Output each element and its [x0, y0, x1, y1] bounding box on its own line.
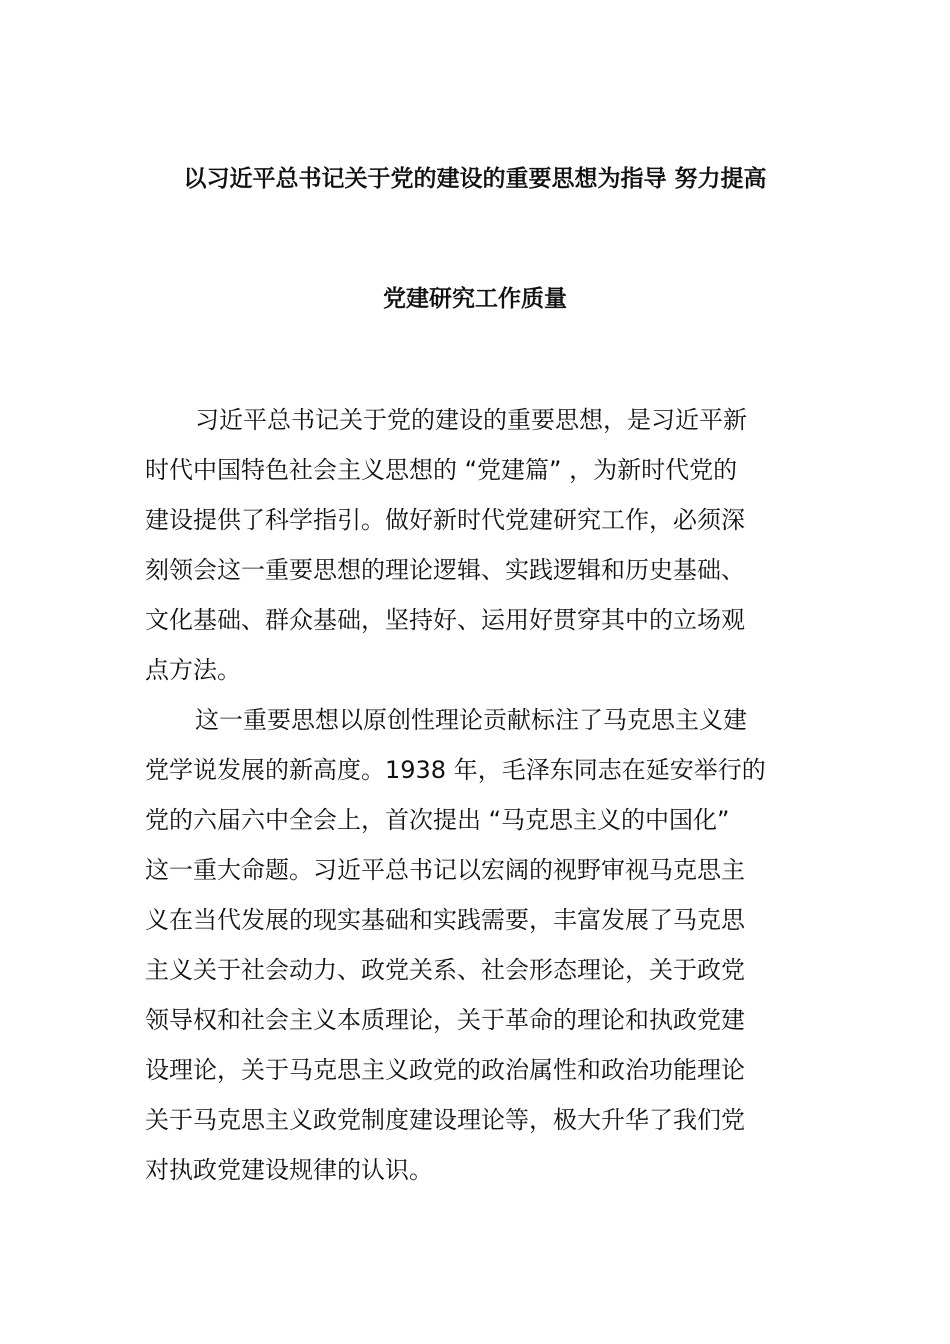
paragraph-line: 领导权和社会主义本质理论，关于革命的理论和执政党建: [145, 1006, 745, 1034]
paragraph-line: 义在当代发展的现实基础和实践需要，丰富发展了马克思: [145, 906, 745, 934]
paragraph-line: 对执政党建设规律的认识。: [145, 1156, 433, 1184]
paragraph-line: 点方法。: [145, 656, 241, 684]
paragraph-line: 建设提供了科学指引。做好新时代党建研究工作，必须深: [145, 506, 745, 534]
paragraph-line: 习近平总书记关于党的建设的重要思想，是习近平新: [195, 406, 747, 434]
paragraph-line: 这一重要思想以原创性理论贡献标注了马克思主义建: [195, 706, 747, 734]
paragraph-line: 这一重大命题。习近平总书记以宏阔的视野审视马克思主: [145, 856, 745, 884]
paragraph-line: 主义关于社会动力、政党关系、社会形态理论，关于政党: [145, 956, 745, 984]
paragraph-line: 设理论，关于马克思主义政党的政治属性和政治功能理论: [145, 1056, 745, 1084]
paragraph-line: 党的六届六中全会上，首次提出 “马克思主义的中国化”: [145, 806, 730, 834]
paragraph-line: 关于马克思主义政党制度建设理论等，极大升华了我们党: [145, 1106, 745, 1134]
paragraph-line: 文化基础、群众基础，坚持好、运用好贯穿其中的立场观: [145, 606, 745, 634]
title-line-2: 党建研究工作质量: [383, 286, 567, 312]
paragraph-line: 时代中国特色社会主义思想的 “党建篇” ，为新时代党的: [145, 456, 738, 484]
paragraph-line: 党学说发展的新高度。1938 年，毛泽东同志在延安举行的: [145, 756, 766, 784]
title-line-1: 以习近平总书记关于党的建设的重要思想为指导 努力提高: [183, 166, 767, 192]
paragraph-line: 刻领会这一重要思想的理论逻辑、实践逻辑和历史基础、: [145, 556, 745, 584]
